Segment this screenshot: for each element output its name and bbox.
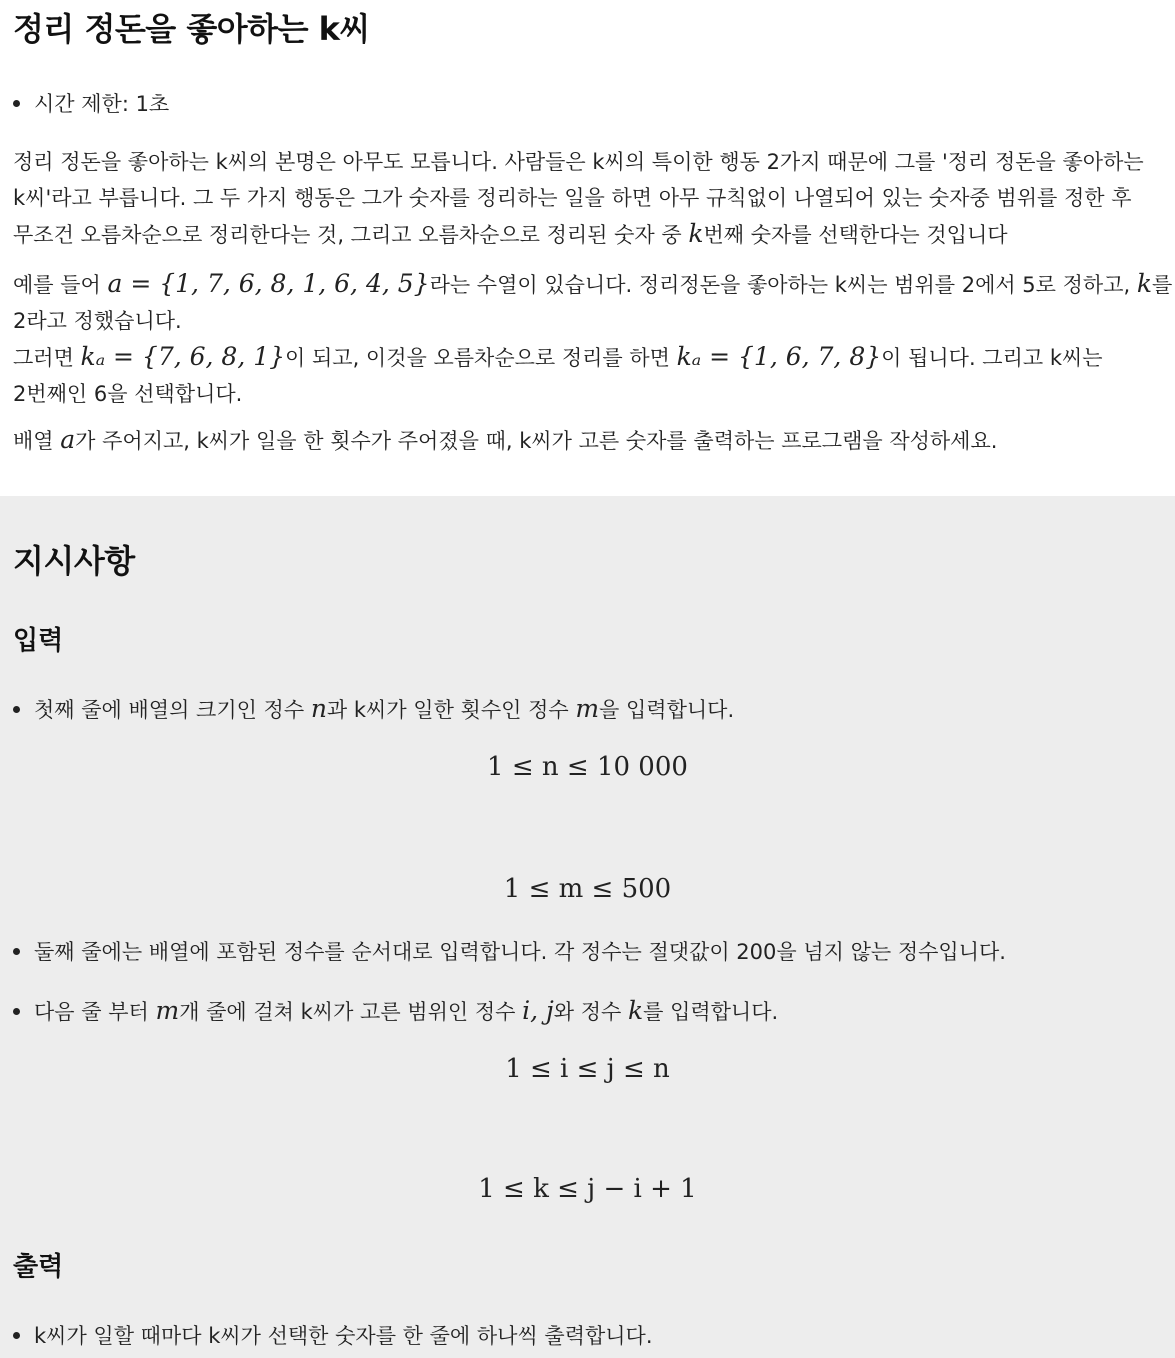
input-text: 을 입력합니다. (599, 698, 735, 722)
math-n: n (310, 694, 327, 723)
math-k: k (1136, 269, 1152, 298)
equation-n-range: 1 ≤ n ≤ 10 000 (487, 752, 688, 782)
page-title: 정리 정돈을 좋아하는 k씨 (13, 10, 370, 48)
description-line: 번째 숫자를 선택한다는 것입니다 (703, 223, 1008, 247)
instructions-section (0, 496, 1175, 1358)
example-text: 그러면 (13, 346, 81, 370)
bullet-icon (13, 706, 20, 713)
input-text: 와 정수 (553, 1000, 628, 1024)
input-text: 과 k씨가 일한 횟수인 정수 (326, 698, 576, 722)
example-text: 이 되고, 이것을 오름차순으로 정리를 하면 (285, 346, 677, 370)
task-text: 가 주어지고, k씨가 일을 한 횟수가 주어졌을 때, k씨가 고른 숫자를 출력하는 프로그램을 작성하세요. (75, 429, 998, 453)
example-text: 2번째인 6을 선택합니다. (13, 382, 243, 406)
math-a: a (60, 425, 76, 454)
input-text: 첫째 줄에 배열의 크기인 정수 (34, 698, 311, 722)
bullet-icon (13, 100, 20, 107)
math-sequence-a: a = {1, 7, 6, 8, 1, 6, 4, 5} (107, 269, 430, 298)
description-line: k씨'라고 부릅니다. 그 두 가지 행동은 그가 숫자를 정리하는 일을 하면 아무 규칙없이 나열되어 있는 숫자중 범위를 정한 후 (13, 186, 1132, 210)
equation-k-range: 1 ≤ k ≤ j − i + 1 (478, 1174, 697, 1204)
bullet-icon (13, 948, 20, 955)
example-text: 이 됩니다. 그리고 k씨는 (881, 346, 1103, 370)
output-text: k씨가 일할 때마다 k씨가 선택한 숫자를 한 줄에 하나씩 출력합니다. (34, 1324, 653, 1348)
input-item-3 (13, 996, 778, 1026)
math-ka-before: kₐ = {7, 6, 8, 1} (80, 342, 286, 371)
description-line: 무조건 오름차순으로 정리한다는 것, 그리고 오름차순으로 정리된 숫자 중 (13, 223, 689, 247)
problem-section (0, 0, 1175, 496)
input-text: 개 줄에 걸쳐 k씨가 고른 범위인 정수 (179, 1000, 523, 1024)
equation-m-range: 1 ≤ m ≤ 500 (503, 874, 672, 904)
task-text: 배열 (13, 429, 61, 453)
description-paragraph (13, 144, 1162, 253)
input-item-2 (13, 936, 1006, 966)
time-limit-item (13, 88, 169, 118)
bullet-icon (13, 1008, 20, 1015)
bullet-icon (13, 1332, 20, 1339)
input-heading: 입력 (13, 626, 64, 656)
time-limit-text: 시간 제한: 1초 (34, 92, 170, 116)
math-m: m (575, 694, 600, 723)
description-line: 정리 정돈을 좋아하는 k씨의 본명은 아무도 모릅니다. 사람들은 k씨의 특이한 행동 2가지 때문에 그를 '정리 정돈을 좋아하는 (13, 150, 1144, 174)
output-item (13, 1320, 653, 1350)
math-i-j: i, j (522, 996, 554, 1025)
input-text: 를 입력합니다. (643, 1000, 779, 1024)
math-ka-after: kₐ = {1, 6, 7, 8} (676, 342, 882, 371)
equation-ij-range: 1 ≤ i ≤ j ≤ n (505, 1054, 670, 1084)
example-text: 를 (1152, 273, 1173, 297)
example-text: 라는 수열이 있습니다. 정리정돈을 좋아하는 k씨는 범위를 2에서 5로 정하고, (429, 273, 1137, 297)
instructions-heading: 지시사항 (13, 542, 135, 580)
example-paragraph (13, 266, 1173, 412)
input-item-1 (13, 694, 734, 724)
input-text: 다음 줄 부터 (34, 1000, 156, 1024)
math-m: m (155, 996, 180, 1025)
input-text: 둘째 줄에는 배열에 포함된 정수를 순서대로 입력합니다. 각 정수는 절댓값이 200을 넘지 않는 정수입니다. (34, 940, 1006, 964)
example-text: 2라고 정했습니다. (13, 309, 182, 333)
math-k: k (688, 219, 704, 248)
math-k: k (627, 996, 644, 1025)
task-paragraph (13, 422, 1162, 459)
output-heading: 출력 (13, 1252, 64, 1282)
example-text: 예를 들어 (13, 273, 108, 297)
